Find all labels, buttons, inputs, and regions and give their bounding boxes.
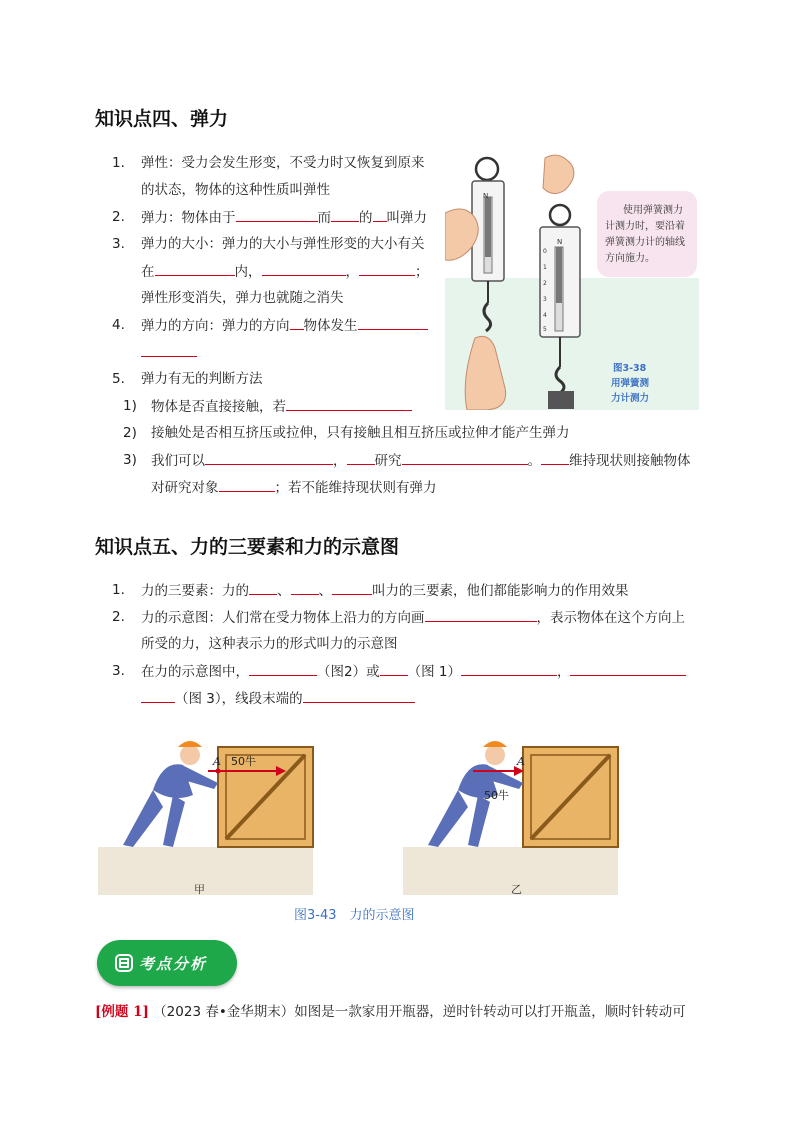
- fill-blank[interactable]: [303, 688, 415, 703]
- section4-title: 知识点四、弹力: [95, 108, 229, 130]
- text-segment: ；若不能维持现状则有弹力: [274, 480, 437, 496]
- force-diagram-detail-line2: [141, 688, 415, 709]
- fill-blank[interactable]: [331, 207, 359, 222]
- note-line: 计测力时，要沿着: [605, 221, 685, 232]
- judge-method-3: [151, 450, 691, 471]
- elastic-force-direction: [141, 315, 428, 336]
- scale-number: 1: [543, 264, 547, 271]
- text-segment: 弹力：物体由于: [141, 210, 236, 226]
- judge-method-heading: 弹力有无的判断方法: [141, 371, 263, 387]
- fill-blank[interactable]: [155, 261, 235, 276]
- text-segment: 内，: [234, 264, 262, 280]
- exam-analysis-badge: [97, 940, 237, 986]
- force-diagram-def-line2: 所受的力，这种表示力的形式叫力的示意图: [141, 636, 398, 652]
- text-segment: 力的三要素：力的: [141, 583, 249, 599]
- example-text: （2023 春•金华期末）如图是一款家用开瓶器，逆时针转动可以打开瓶盖，顺时针转动可: [153, 1004, 686, 1020]
- elastic-force-size-line2: [141, 261, 429, 282]
- judge-method-2: 接触处是否相互挤压或拉伸，只有接触且相互挤压或拉伸才能产生弹力: [151, 425, 570, 441]
- text-segment: 物体是否直接接触，若: [151, 399, 286, 415]
- point-label: A: [517, 755, 525, 768]
- scale-unit-label: N: [483, 192, 489, 200]
- spring-scale-figure: [445, 153, 699, 410]
- text-segment: （图2）或: [317, 664, 380, 680]
- elastic-force-definition: [141, 207, 427, 228]
- elastic-force-size-line1: 弹力的大小：弹力的大小与弹性形变的大小有关: [141, 236, 425, 252]
- fill-blank[interactable]: [219, 477, 275, 492]
- item-number: 1.: [112, 155, 125, 171]
- fill-blank[interactable]: [262, 261, 346, 276]
- fill-blank[interactable]: [359, 261, 415, 276]
- item-number: 2.: [112, 609, 125, 625]
- elastic-force-direction-line2: [141, 342, 197, 363]
- figure-caption: 图3-38: [613, 363, 647, 374]
- badge-label: 考点分析: [139, 955, 208, 973]
- text-segment: （图 3），线段末端的: [175, 691, 303, 707]
- text-segment: ，: [333, 453, 347, 469]
- sub-figure-label: 乙: [511, 883, 522, 896]
- force-label: 50牛: [231, 755, 256, 768]
- item-number: 4.: [112, 317, 125, 333]
- text-segment: ；: [415, 264, 429, 280]
- figure-caption: 图3-43 力的示意图: [294, 908, 415, 923]
- section5-title: 知识点五、力的三要素和力的示意图: [95, 536, 400, 558]
- fill-blank[interactable]: [291, 580, 319, 595]
- pushing-box-illustration: [98, 735, 628, 900]
- fill-blank[interactable]: [205, 450, 333, 465]
- scale-number: 4: [543, 312, 547, 319]
- scale-number: 0: [543, 248, 547, 255]
- item-number: 3.: [112, 663, 125, 679]
- scale-number: 2: [543, 280, 547, 287]
- text-segment: 叫弹力: [386, 210, 427, 226]
- fill-blank[interactable]: [236, 207, 318, 222]
- text-segment: 研究: [374, 453, 402, 469]
- fill-blank[interactable]: [141, 342, 197, 357]
- fill-blank[interactable]: [461, 661, 557, 676]
- force-diagram-figure: [98, 735, 628, 900]
- item-number: 5.: [112, 371, 125, 387]
- judge-method-1: [151, 396, 412, 417]
- fill-blank[interactable]: [373, 207, 387, 222]
- note-line: 弹簧测力计的轴线: [605, 237, 685, 248]
- text-segment: 的: [359, 210, 373, 226]
- text-segment: 维持现状则接触物体: [569, 453, 691, 469]
- text-segment: 我们可以: [151, 453, 205, 469]
- text-segment: 弹力的方向：弹力的方向: [141, 318, 290, 334]
- text-segment: 物体发生: [303, 318, 358, 334]
- fill-blank[interactable]: [402, 450, 528, 465]
- text-segment: 而: [317, 210, 331, 226]
- fill-blank[interactable]: [570, 661, 686, 676]
- fill-blank[interactable]: [380, 661, 408, 676]
- scale-number: 5: [543, 326, 547, 333]
- elasticity-definition-line1: 弹性：受力会发生形变，不受力时又恢复到原来: [141, 155, 425, 171]
- sub-number: 2): [123, 425, 137, 441]
- text-segment: 、: [318, 583, 332, 599]
- fill-blank[interactable]: [332, 580, 372, 595]
- point-label: A: [213, 755, 221, 768]
- item-number: 1.: [112, 582, 125, 598]
- text-segment: 力的示意图：人们常在受力物体上沿力的方向画: [141, 610, 425, 626]
- fill-blank[interactable]: [290, 315, 304, 330]
- fill-blank[interactable]: [358, 315, 428, 330]
- scale-unit-label: N: [557, 238, 563, 246]
- text-segment: 叫力的三要素，他们都能影响力的作用效果: [372, 583, 629, 599]
- fill-blank[interactable]: [249, 661, 317, 676]
- figure-caption: 用弹簧测: [611, 378, 650, 389]
- judge-method-3-line2: [151, 477, 437, 498]
- text-segment: ，: [556, 664, 571, 680]
- spring-scale-illustration: [445, 153, 699, 410]
- force-label: 50牛: [484, 789, 509, 802]
- note-line: 方向施力。: [605, 253, 655, 264]
- text-segment: ，: [345, 264, 359, 280]
- example-tag: [例题 1]: [95, 1004, 149, 1020]
- fill-blank[interactable]: [141, 688, 175, 703]
- text-segment: 。: [527, 453, 541, 469]
- list-icon: [117, 956, 131, 970]
- note-line: 使用弹簧测力: [623, 205, 683, 216]
- scale-number: 3: [543, 296, 547, 303]
- figure-caption: 力计测力: [611, 393, 650, 404]
- elasticity-definition-line2: 的状态，物体的这种性质叫弹性: [141, 182, 330, 198]
- item-number: 3.: [112, 236, 125, 252]
- fill-blank[interactable]: [347, 450, 375, 465]
- sub-number: 1): [123, 398, 137, 414]
- text-segment: 在力的示意图中，: [141, 664, 249, 680]
- elastic-force-size-line3: 弹性形变消失，弹力也就随之消失: [141, 290, 344, 306]
- three-elements: [141, 580, 629, 601]
- text-segment: 在: [141, 264, 155, 280]
- item-number: 2.: [112, 209, 125, 225]
- example-1: [95, 1002, 686, 1022]
- fill-blank[interactable]: [286, 396, 412, 411]
- text-segment: 、: [277, 583, 291, 599]
- text-segment: （图 1）: [407, 664, 461, 680]
- force-diagram-detail: [141, 661, 686, 682]
- text-segment: ，表示物体在这个方向上: [536, 610, 685, 626]
- fill-blank[interactable]: [425, 607, 537, 622]
- text-segment: 对研究对象: [151, 480, 219, 496]
- fill-blank[interactable]: [249, 580, 277, 595]
- sub-figure-label: 甲: [194, 883, 205, 896]
- sub-number: 3): [123, 452, 137, 468]
- force-diagram-def: [141, 607, 685, 628]
- fill-blank[interactable]: [541, 450, 569, 465]
